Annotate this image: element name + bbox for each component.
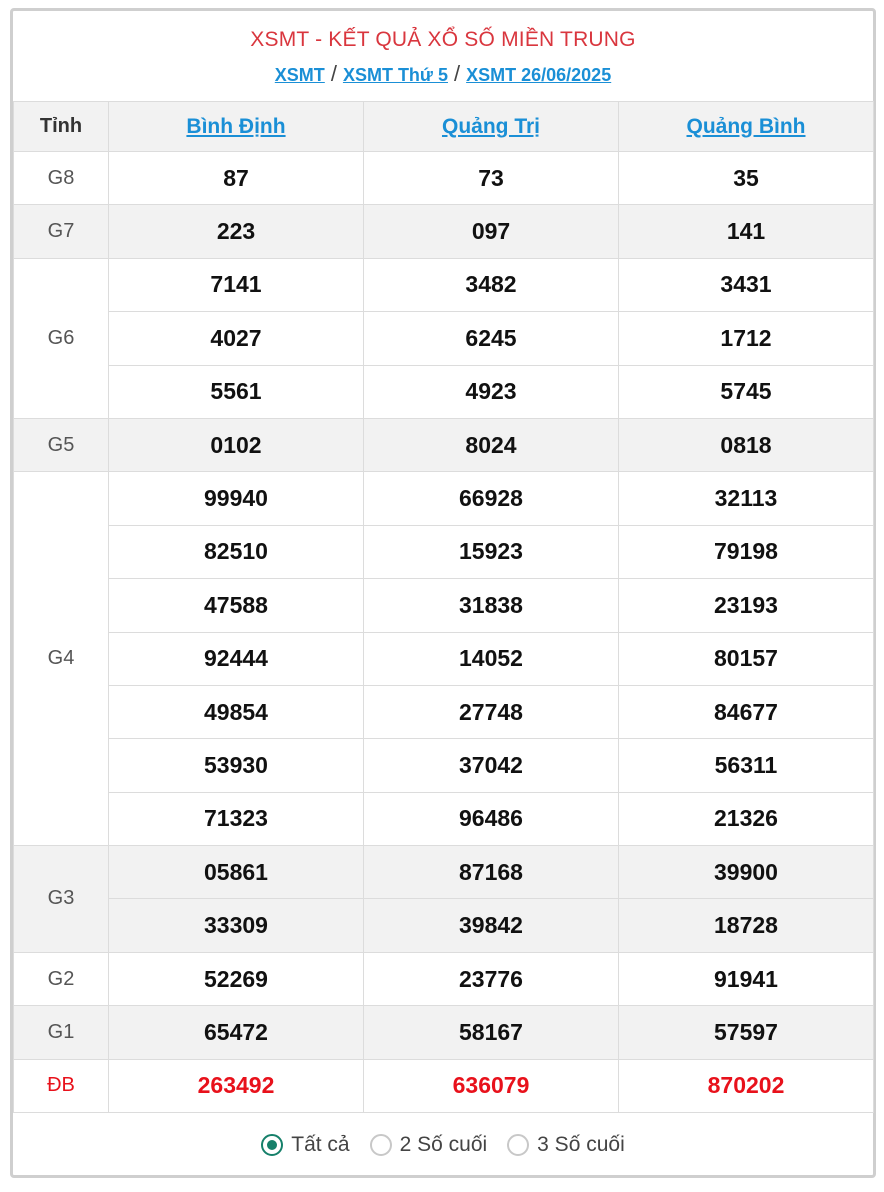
prize-number: 57597 [619,1006,874,1059]
prize-number: 31838 [364,579,619,632]
prize-number: 58167 [364,1006,619,1059]
results-card [10,8,876,1178]
prize-number: 87 [109,152,364,205]
prize-row [14,846,874,899]
prize-number: 80157 [619,632,874,685]
filter-option-last-3[interactable] [507,1133,625,1157]
prize-row [14,952,874,1005]
prize-number: 87168 [364,846,619,899]
prize-row [14,525,874,578]
prize-number: 79198 [619,525,874,578]
prize-number: 82510 [109,525,364,578]
prize-number: 05861 [109,846,364,899]
prize-number: 0818 [619,418,874,471]
radio-icon[interactable] [507,1134,529,1156]
prize-row [14,418,874,471]
filter-option-label: 3 Số cuối [537,1133,625,1157]
prize-number: 35 [619,152,874,205]
prize-number: 15923 [364,525,619,578]
province-link[interactable]: Quảng Bình [686,114,806,138]
prize-row [14,1006,874,1059]
prize-number: 37042 [364,739,619,792]
prize-row [14,685,874,738]
prize-number: 7141 [109,258,364,311]
prize-label: G3 [14,846,109,953]
prize-number: 097 [364,205,619,258]
prize-row [14,579,874,632]
breadcrumb-link-xsmt[interactable]: XSMT [274,65,325,85]
column-header [364,102,619,152]
prize-label: G4 [14,472,109,846]
prize-number: 47588 [109,579,364,632]
page-title: XSMT - KẾT QUẢ XỔ SỐ MIỀN TRUNG [250,28,636,51]
prize-number: 27748 [364,685,619,738]
prize-number: 84677 [619,685,874,738]
prize-label: G2 [14,952,109,1005]
province-link[interactable]: Bình Định [186,114,286,138]
prize-number: 33309 [109,899,364,952]
prize-number: 92444 [109,632,364,685]
prize-number: 99940 [109,472,364,525]
prize-number: 8024 [364,418,619,471]
prize-number: 223 [109,205,364,258]
prize-number: 14052 [364,632,619,685]
prize-row [14,312,874,365]
prize-row [14,258,874,311]
prize-number: 141 [619,205,874,258]
prize-number: 71323 [109,792,364,845]
prize-row [14,152,874,205]
prize-number: 23776 [364,952,619,1005]
prize-number: 49854 [109,685,364,738]
prize-row [14,205,874,258]
breadcrumb-link-date[interactable]: XSMT 26/06/2025 [466,65,612,85]
breadcrumb-link-weekday[interactable]: XSMT Thứ 5 [342,65,448,85]
prize-row [14,365,874,418]
prize-number: 39900 [619,846,874,899]
prize-row [14,1059,874,1112]
prize-number: 18728 [619,899,874,952]
table-header-row [14,102,874,152]
prize-label: G6 [14,258,109,418]
digit-filter [13,1113,873,1177]
prize-label: G1 [14,1006,109,1059]
prize-number: 5561 [109,365,364,418]
filter-option-label: 2 Số cuối [399,1133,488,1157]
prize-number: 4923 [364,365,619,418]
prize-row [14,632,874,685]
province-link[interactable]: Quảng Trị [441,114,540,138]
prize-number: 21326 [619,792,874,845]
filter-option-last-2[interactable] [370,1133,488,1157]
radio-icon[interactable] [261,1134,283,1156]
prize-number: 52269 [109,952,364,1005]
prize-number: 66928 [364,472,619,525]
results-table [13,101,874,1113]
prize-number: 65472 [109,1006,364,1059]
filter-option-label: Tất cả [291,1133,350,1157]
column-header [619,102,874,152]
prize-number: 4027 [109,312,364,365]
prize-number: 0102 [109,418,364,471]
results-header [13,11,873,101]
prize-number: 5745 [619,365,874,418]
prize-number: 3482 [364,258,619,311]
radio-icon[interactable] [370,1134,392,1156]
prize-number: 1712 [619,312,874,365]
prize-number: 91941 [619,952,874,1005]
prize-label: ĐB [14,1059,109,1112]
prize-label: G7 [14,205,109,258]
prize-number: 23193 [619,579,874,632]
prize-row [14,792,874,845]
prize-number: 96486 [364,792,619,845]
column-header [109,102,364,152]
prize-number: 53930 [109,739,364,792]
prize-number: 32113 [619,472,874,525]
prize-row [14,899,874,952]
breadcrumb-separator: / [330,61,337,86]
prize-label: G5 [14,418,109,471]
prize-number: 56311 [619,739,874,792]
prize-number: 39842 [364,899,619,952]
prize-number: 73 [364,152,619,205]
prize-number: 636079 [364,1059,619,1112]
prize-number: 3431 [619,258,874,311]
breadcrumb-separator: / [453,61,461,86]
prize-number: 6245 [364,312,619,365]
prize-row [14,472,874,525]
prize-number: 870202 [619,1059,874,1112]
breadcrumb [13,61,873,87]
prize-row [14,739,874,792]
prize-number: 263492 [109,1059,364,1112]
prize-label: G8 [14,152,109,205]
filter-option-all[interactable] [261,1133,349,1157]
column-header-province: Tỉnh [14,102,109,152]
